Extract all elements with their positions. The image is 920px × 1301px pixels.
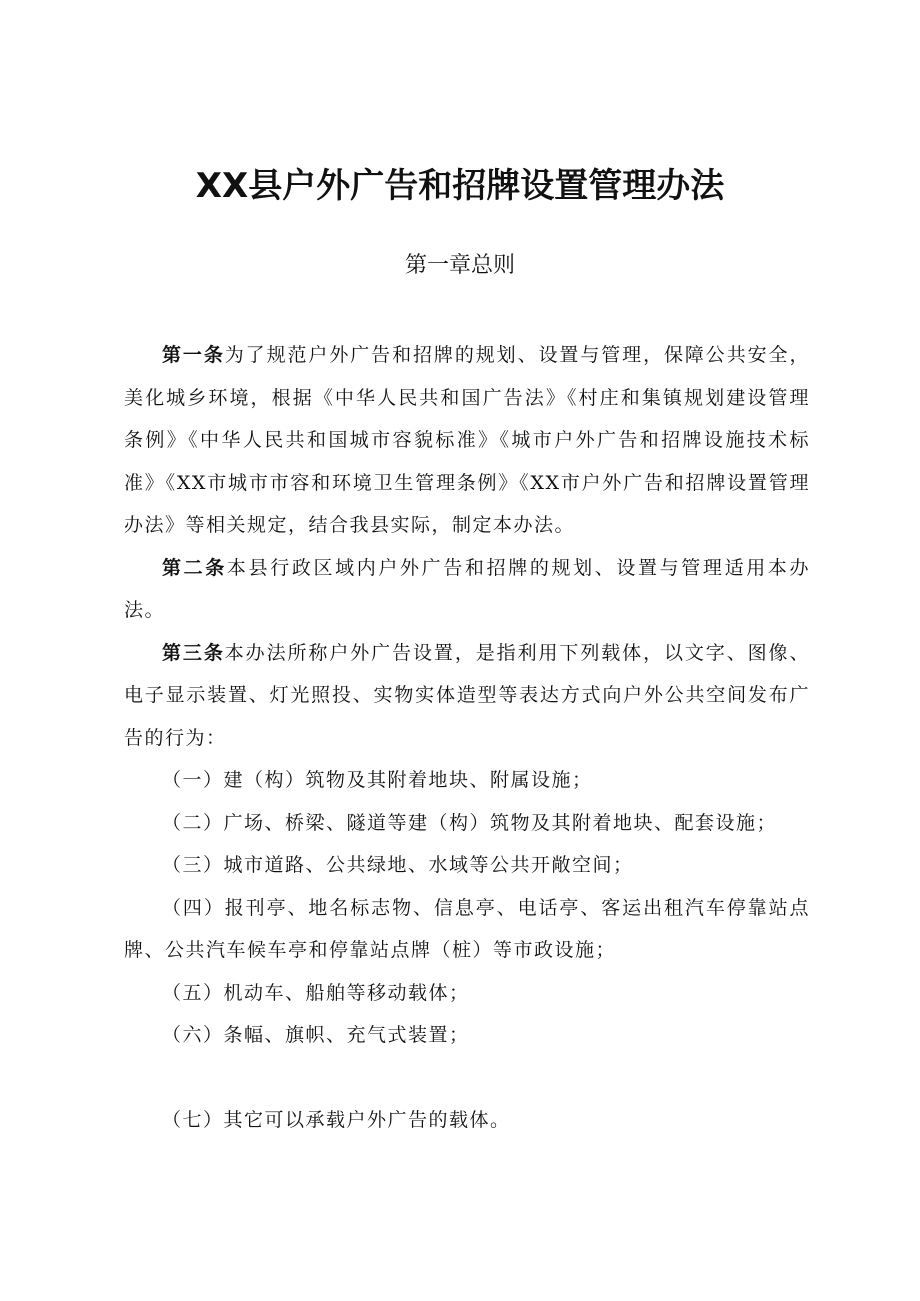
paragraph-gap bbox=[124, 1057, 810, 1099]
list-item-4: （四）报刊亭、地名标志物、信息亭、电话亭、客运出租汽车停靠站点牌、公共汽车候车亭和停靠站点牌（桩）等市政设施； bbox=[124, 896, 810, 961]
article-2-text: 本县行政区域内户外广告和招牌的规划、设置与管理适用本办法。 bbox=[124, 556, 810, 621]
list-item-1: （一）建（构）筑物及其附着地块、附属设施； bbox=[162, 769, 593, 791]
article-3 bbox=[124, 632, 810, 760]
list-item-7: （七）其它可以承载户外广告的载体。 bbox=[162, 1108, 511, 1131]
document-title: XX县户外广告和招牌设置管理办法 bbox=[195, 166, 725, 206]
list-item-6: （六）条幅、旗帜、充气式装置； bbox=[162, 1024, 470, 1046]
article-3-text: 本办法所称户外广告设置，是指利用下列载体，以文字、图像、电子显示装置、灯光照投、实物实体造型等表达方式向户外公共空间发布广告的行为： bbox=[124, 641, 810, 749]
article-1-text: 为了规范户外广告和招牌的规划、设置与管理，保障公共安全，美化城乡环境，根据《中华人民共和国广告法》《村庄和集镇规划建设管理条例》《中华人民共和国城市容貌标准》《城市户外广告和招牌设施技术标准》《XX市城市市容和环境卫生管理条例》《XX市户外广告和招牌设置管理办法》等相关规定，结合我县实际，制定本办法。 bbox=[124, 344, 810, 536]
list-item-2: （二）广场、桥梁、隧道等建（构）筑物及其附着地块、配套设施； bbox=[162, 811, 778, 834]
article-3-head: 第三条 bbox=[162, 641, 225, 664]
document-body bbox=[124, 334, 810, 1141]
article-1-head: 第一条 bbox=[162, 344, 225, 366]
chapter-title: 第一章总则 bbox=[404, 253, 515, 278]
article-2 bbox=[124, 547, 810, 632]
article-2-head: 第二条 bbox=[162, 556, 227, 579]
article-1 bbox=[124, 334, 810, 547]
list-item-3: （三）城市道路、公共绿地、水域等公共开敞空间； bbox=[162, 854, 634, 876]
list-item-5: （五）机动车、船舶等移动载体； bbox=[162, 981, 470, 1004]
